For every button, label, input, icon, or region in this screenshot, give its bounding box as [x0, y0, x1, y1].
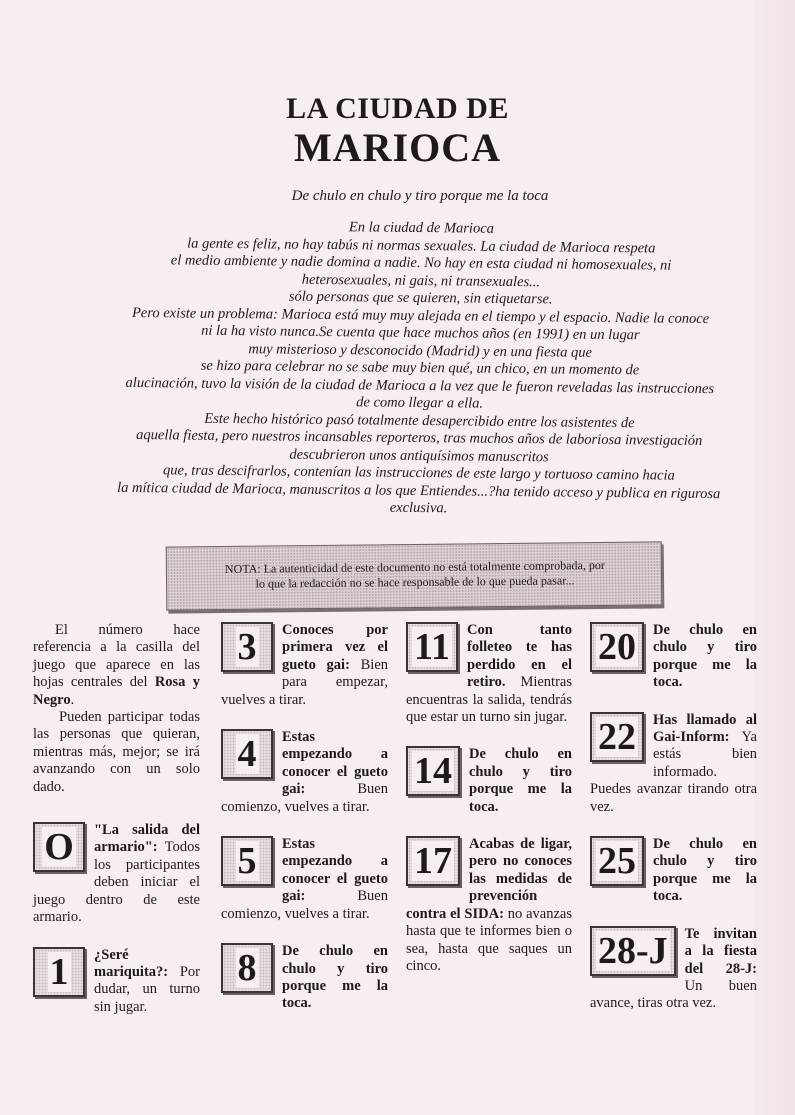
square-heading: Conoces por primera vez el gueto gai: [282, 622, 388, 673]
square-number-box [33, 822, 85, 872]
square-heading: De chulo en chulo y tiro porque me la toca. [469, 746, 572, 815]
square-number: 22 [598, 715, 636, 758]
disclaimer-text [181, 558, 649, 593]
rules-paragraph [33, 622, 200, 709]
square-number: 25 [598, 840, 636, 883]
square-number-box [406, 746, 460, 796]
square-number-box [221, 622, 273, 672]
square-heading: De chulo en chulo y tiro porque me la toca. [653, 836, 757, 905]
intro-line: que, tras descifrarlos, contenían las instrucciones de este largo y tortuoso camino hacia [162, 462, 675, 484]
square-entry [33, 822, 200, 926]
disclaimer-line: NOTA: La autenticidad de este documento no está totalmente comprobada, por [224, 558, 605, 576]
square-number: 8 [237, 947, 257, 990]
rules-paragraph: Pueden participar todas las personas que quieran, mientras más, mejor; se irá avanzando con un solo dado. [33, 709, 200, 795]
square-entry [221, 836, 388, 923]
intro-line: descubrieron unos antiquísimos manuscritos [289, 446, 549, 465]
rules-publication: Rosa y Negro [33, 674, 200, 708]
intro-line: Pero existe un problema: Marioca está muy muy alejada en el tiempo y el espacio. Nadie la conoce [131, 304, 710, 327]
square-number-box [221, 729, 273, 779]
square-heading: Te invitan a la fiesta del 28-J: [684, 925, 757, 977]
column-2 [221, 622, 388, 1033]
disclaimer-line: lo que la redacción no se hace responsable de lo que pueda pasar... [255, 573, 575, 591]
square-entry [406, 836, 572, 975]
page-title: MARIOCA [294, 125, 501, 170]
square-number-box [590, 712, 644, 762]
intro-line: aquella fiesta, pero nuestros incansables reporteros, tras muchos años de laboriosa investigación [136, 427, 703, 449]
square-heading: "La salida del armario": [94, 822, 200, 856]
column-3 [406, 622, 572, 995]
square-number: 1 [49, 950, 69, 993]
column-1 [33, 622, 200, 1036]
square-number-box [590, 622, 644, 672]
square-heading: Estas empezando a conocer el gueto gai: [282, 836, 388, 905]
square-heading: Con tanto folleteo te has perdido en el retiro. [467, 622, 572, 691]
square-text: Buen comienzo, vuelves a tirar. [221, 888, 388, 922]
square-entry [590, 622, 757, 692]
square-number: 5 [237, 840, 257, 883]
square-number-box [33, 947, 85, 997]
square-entry [590, 712, 757, 816]
square-entry [221, 729, 388, 816]
square-entry [221, 943, 388, 1013]
square-number: 20 [598, 626, 636, 668]
rules-intro [33, 622, 200, 796]
intro-line: la gente es feliz, no hay tabús ni normas sexuales. La ciudad de Marioca respeta [187, 235, 656, 256]
square-text: Todos los participantes deben iniciar el juego dentro de este armario. [33, 839, 200, 926]
square-heading: Acabas de ligar, pero no conoces las medidas de prevención contra el SIDA: [406, 836, 572, 922]
square-text: Mientras encuentras la salida, tendrás que estar un turno sin jugar. [406, 674, 572, 726]
column-4 [590, 622, 757, 1033]
square-number-box [221, 943, 273, 993]
intro-line: heterosexuales, ni gais, ni transexuales... [301, 271, 541, 290]
square-text: Bien para empezar, vuelves a tirar. [221, 656, 389, 708]
intro-line: el medio ambiente y nadie domina a nadie. No hay en esta ciudad ni homosexuales, ni [170, 252, 672, 274]
intro-line: exclusiva. [389, 499, 448, 517]
square-entry [406, 622, 572, 726]
square-number-box [406, 836, 460, 886]
square-number: 11 [414, 626, 450, 668]
subtitle: De chulo en chulo y tiro porque me la toca [291, 188, 549, 204]
square-number: 17 [414, 840, 452, 883]
rules-text: . [70, 691, 75, 708]
intro-line: Este hecho histórico pasó totalmente desapercibido entre los asistentes de [204, 410, 635, 431]
square-text: Por dudar, un turno sin jugar. [94, 963, 200, 1015]
intro-line: muy misterioso y desconocido (Madrid) y en una fiesta que [248, 340, 593, 361]
intro-text [58, 216, 781, 521]
square-number-box [406, 622, 458, 672]
intro-line: alucinación, tuvo la visión de la ciudad de Marioca a la vez que le fueron reveladas las instrucciones [125, 374, 715, 397]
square-heading: De chulo en chulo y tiro porque me la toca. [653, 622, 757, 691]
intro-line: se hizo para celebrar no se sabe muy bien qué, un chico, en un momento de [200, 357, 640, 379]
square-heading: ¿Seré mariquita?: [94, 946, 169, 980]
rules-text: El número hace referencia a la casilla del juego que aparece en las hojas centrales del [33, 622, 200, 691]
square-number: 14 [414, 750, 452, 793]
square-number: O [44, 826, 74, 869]
square-number: 3 [237, 626, 257, 668]
square-heading: Estas empezando a conocer el gueto gai: [282, 729, 388, 798]
intro-line: sólo personas que se quieren, sin etiquetarse. [288, 288, 553, 308]
square-heading: De chulo en chulo y tiro porque me la toca. [282, 943, 388, 1012]
intro-line: ni la ha visto nunca.Se cuenta que hace muchos años (en 1991) en un lugar [201, 322, 640, 344]
square-number: 4 [237, 733, 257, 776]
title-line-1: LA CIUDAD DE [286, 92, 509, 125]
square-text: Ya estás bien informado. Puedes avanzar tirando otra vez. [590, 729, 757, 815]
square-text: Buen comienzo, vuelves a tirar. [221, 781, 388, 815]
square-number: 28-J [598, 929, 668, 972]
intro-line: En la ciudad de Marioca [348, 219, 495, 237]
intro-line: de como llegar a ella. [356, 394, 484, 412]
square-number-box [590, 836, 644, 886]
disclaimer-box [166, 541, 663, 610]
intro-line: la mítica ciudad de Marioca, manuscritos a los que Entiendes...?ha tenido acceso y publica en rigurosa [117, 479, 721, 502]
square-text: Un buen avance, tiras otra vez. [590, 977, 757, 1012]
square-text: no avanzas hasta que te informes bien o sea, hasta que saques un cinco. [406, 905, 572, 974]
square-number-box [590, 926, 676, 976]
square-number-box [221, 836, 273, 886]
square-entry [590, 926, 757, 1013]
square-entry [406, 746, 572, 816]
square-entry [590, 836, 757, 906]
square-entry [33, 947, 200, 1017]
square-entry [221, 622, 388, 709]
square-heading: Has llamado al Gai-Inform: [653, 711, 757, 746]
